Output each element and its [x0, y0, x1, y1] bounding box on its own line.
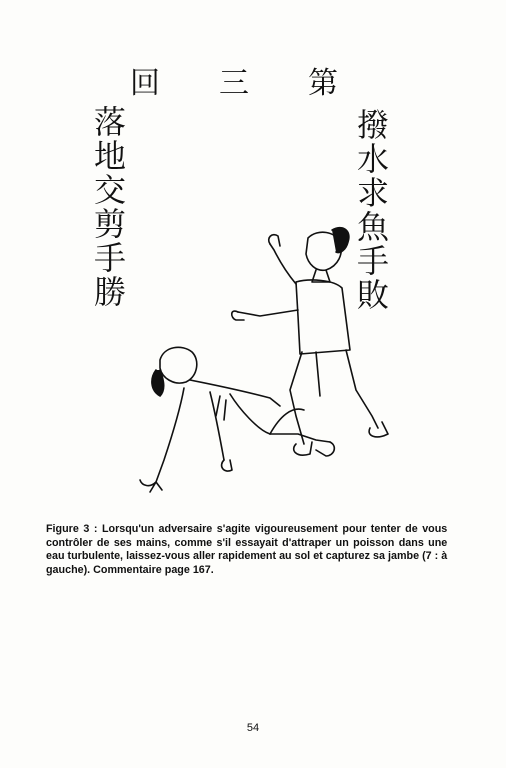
page-number: 54	[246, 722, 260, 734]
heading-char: 三	[219, 66, 251, 101]
winner-technique-column: 落地交剪手勝	[89, 105, 127, 309]
heading-char: 第	[308, 66, 340, 101]
loser-technique-column: 撥水求魚手敗	[352, 108, 390, 312]
fallen-fighter	[140, 347, 334, 492]
martial-arts-illustration	[120, 220, 420, 500]
figure-label: Figure 3 :	[46, 523, 98, 536]
standing-fighter	[232, 228, 388, 455]
figure-caption	[46, 523, 447, 577]
figure-caption-text: Lorsqu'un adversaire s'agite vigoureusement pour tenter de vous contrôler de ses mains, comme s'il essayait d'attraper un poisson dans une eau turbulente, laissez-vous aller rapidement au sol et capturez sa jambe (7 : à gauche). Commentaire page 167.	[46, 523, 448, 576]
heading-char: 回	[130, 66, 162, 101]
chinese-heading	[130, 58, 340, 102]
